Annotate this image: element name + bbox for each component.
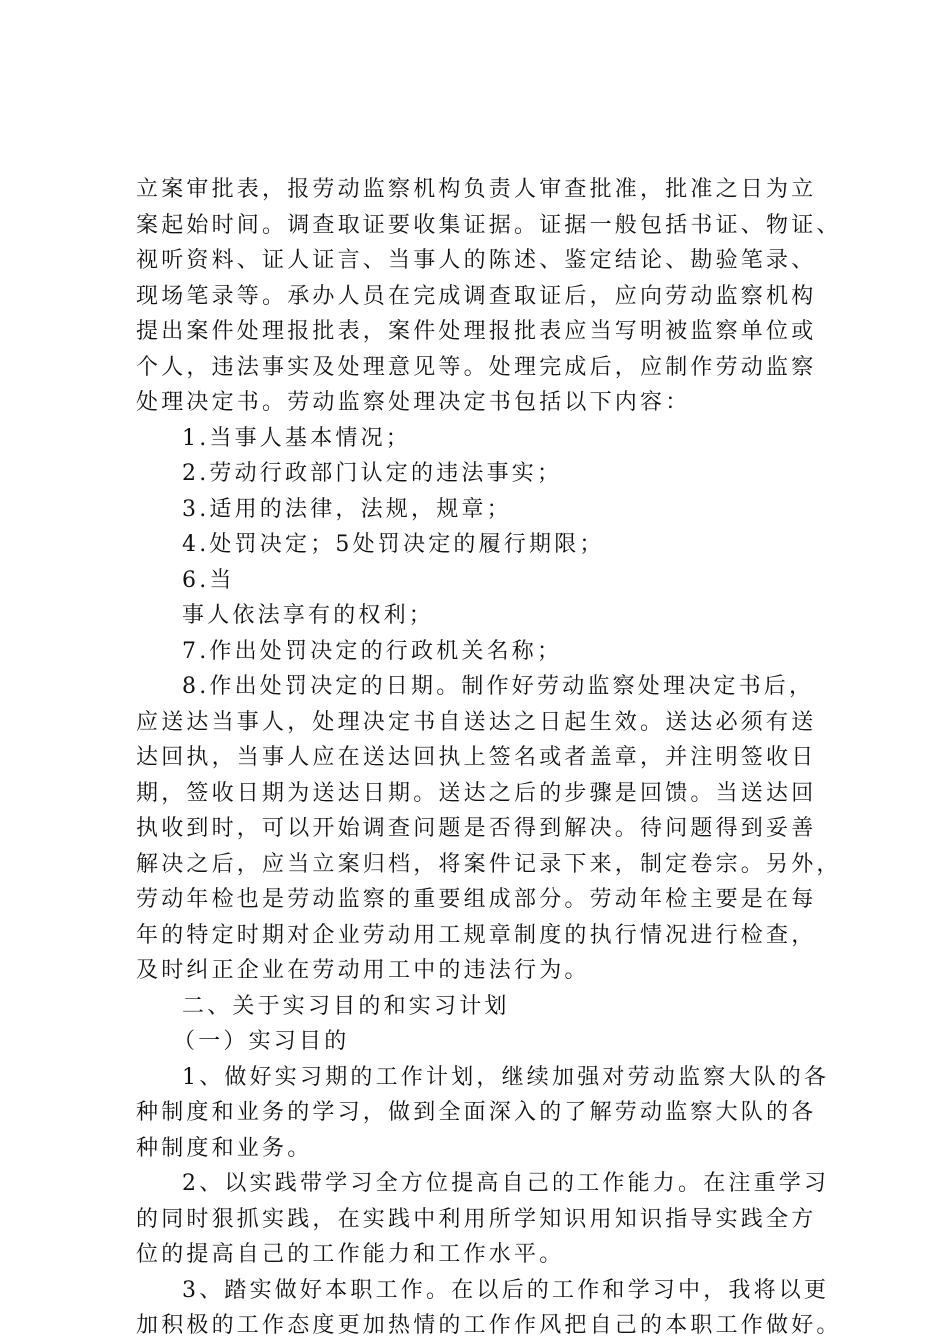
text-line: 种制度和业务。 — [136, 1135, 313, 1161]
subsection-heading: （一）实习目的 — [173, 1029, 350, 1054]
text-line: 1、做好实习期的工作计划，继续加强对劳动监察大队的各 — [182, 1064, 830, 1090]
list-item: 事人依法享有的权利； — [182, 603, 435, 628]
text-line: 视听资料、证人证言、当事人的陈述、鉴定结论、勘验笔录、 — [136, 248, 817, 273]
text-line: 提出案件处理报批表，案件处理报批表应当写明被监察单位或 — [136, 319, 817, 344]
text-line: 年的特定时期对企业劳动用工规章制度的执行情况进行检查， — [136, 922, 817, 948]
text-line: 3、踏实做好本职工作。在以后的工作和学习中，我将以更 — [182, 1277, 830, 1303]
text-line: 种制度和业务的学习，做到全面深入的了解劳动监察大队的各 — [136, 1100, 817, 1125]
text-line: 处理决定书。劳动监察处理决定书包括以下内容： — [136, 390, 691, 415]
text-line: 案起始时间。调查取证要收集证据。证据一般包括书证、物证、 — [136, 212, 842, 238]
text-line: 位的提高自己的工作能力和工作水平。 — [136, 1242, 565, 1267]
text-line: 期，签收日期为送达日期。送达之后的步骤是回馈。当送达回 — [136, 780, 817, 806]
text-line: 劳动年检也是劳动监察的重要组成部分。劳动年检主要是在每 — [136, 887, 817, 912]
text-block — [136, 172, 842, 1344]
text-line: 个人，违法事实及处理意见等。处理完成后，应制作劳动监察 — [136, 354, 817, 380]
text-line: 2、以实践带学习全方位提高自己的工作能力。在注重学习 — [182, 1171, 830, 1196]
list-item: 1.当事人基本情况； — [182, 425, 411, 451]
text-line: 加积极的工作态度更加热情的工作作风把自己的本职工作做好。 — [136, 1313, 842, 1338]
text-line: 应送达当事人，处理决定书自送达之日起生效。送达必须有送 — [136, 709, 817, 735]
list-item: 3.适用的法律，法规，规章； — [182, 496, 512, 522]
list-item: 4.处罚决定；5处罚决定的履行期限； — [182, 532, 605, 557]
text-line: 的同时狠抓实践，在实践中利用所学知识用知识指导实践全方 — [136, 1206, 817, 1232]
section-heading: 二、关于实习目的和实习计划 — [182, 993, 510, 1019]
text-line: 现场笔录等。承办人员在完成调查取证后，应向劳动监察机构 — [136, 283, 817, 309]
text-line: 立案审批表，报劳动监察机构负责人审查批准，批准之日为立 — [136, 177, 817, 202]
document-body — [136, 172, 842, 1344]
text-line: 执收到时，可以开始调查问题是否得到解决。待问题得到妥善 — [136, 816, 817, 841]
list-item: 2.劳动行政部门认定的违法事实； — [182, 461, 563, 486]
list-item: 6.当 — [182, 567, 235, 593]
list-item: 7.作出处罚决定的行政机关名称； — [182, 638, 563, 664]
text-line: 达回执，当事人应在送达回执上签名或者盖章，并注明签收日 — [136, 745, 817, 770]
list-item: 8.作出处罚决定的日期。制作好劳动监察处理决定书后， — [182, 674, 815, 699]
text-line: 解决之后，应当立案归档，将案件记录下来，制定卷宗。另外， — [136, 851, 842, 877]
text-line: 及时纠正企业在劳动用工中的违法行为。 — [136, 958, 590, 983]
